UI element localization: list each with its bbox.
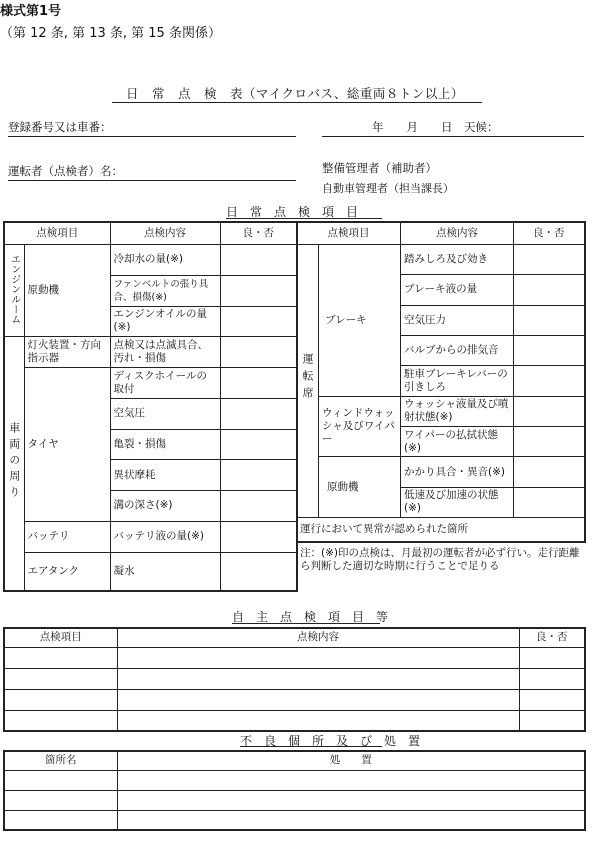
vehicle-around-label: 車両の周り <box>4 337 24 591</box>
input-cell[interactable] <box>117 770 585 790</box>
input-cell[interactable] <box>519 668 585 689</box>
result-cell[interactable] <box>220 552 297 591</box>
header-result: 良・否 <box>220 222 297 245</box>
result-cell[interactable] <box>220 491 297 522</box>
tire-item-5: 溝の深さ(※) <box>110 491 220 522</box>
input-cell[interactable] <box>4 810 117 830</box>
voluntary-header-content: 点検内容 <box>117 628 519 647</box>
tire-item-3: 亀裂・損傷 <box>110 429 220 460</box>
result-cell[interactable] <box>514 335 585 365</box>
brake-item-2: ブレーキ液の量 <box>401 275 514 305</box>
input-cell[interactable] <box>4 668 117 689</box>
title-underline <box>112 102 482 103</box>
input-cell[interactable] <box>4 689 117 710</box>
daily-left-table <box>3 221 298 592</box>
motor-item-3: エンジンオイルの量(※) <box>110 306 220 337</box>
header-content: 点検内容 <box>110 222 220 245</box>
driver-seat-label: 運転席 <box>297 244 319 517</box>
result-cell[interactable] <box>220 306 297 337</box>
driver-line <box>8 180 296 181</box>
registration-line <box>8 136 296 137</box>
abnormal-label: 運行において異常が認められた箇所 <box>297 518 585 542</box>
result-cell[interactable] <box>220 460 297 491</box>
voluntary-table <box>3 627 586 732</box>
input-cell[interactable] <box>519 689 585 710</box>
result-cell[interactable] <box>220 429 297 460</box>
washer-label: ウィンドウォッシャ及びワイパー <box>319 396 401 457</box>
motor-label: 原動機 <box>24 245 110 337</box>
weather-label: 天候： <box>464 120 499 134</box>
header-result: 良・否 <box>514 222 585 244</box>
defects-section-title: 不 良 個 所 及 び 処 置 <box>240 734 421 748</box>
input-cell[interactable] <box>117 710 519 731</box>
right-motor-item-1: かかり具合・異音(※) <box>401 457 514 487</box>
brake-item-3: 空気圧力 <box>401 305 514 335</box>
input-cell[interactable] <box>4 710 117 731</box>
result-cell[interactable] <box>514 487 585 517</box>
date-line <box>322 136 584 137</box>
maint-manager-label: 整備管理者（補助者） <box>322 161 437 175</box>
date-label: 年 月 日 <box>372 120 453 134</box>
right-motor-label: 原動機 <box>319 457 401 518</box>
result-cell[interactable] <box>220 521 297 552</box>
daily-right-table <box>296 221 586 543</box>
input-cell[interactable] <box>4 647 117 668</box>
motor-item-1: 冷却水の量(※) <box>110 245 220 276</box>
input-cell[interactable] <box>4 770 117 790</box>
header-content: 点検内容 <box>401 222 514 244</box>
input-cell[interactable] <box>117 810 585 830</box>
result-cell[interactable] <box>514 457 585 487</box>
result-cell[interactable] <box>514 275 585 305</box>
result-cell[interactable] <box>220 368 297 399</box>
input-cell[interactable] <box>117 647 519 668</box>
defects-table <box>3 750 586 831</box>
lights-content: 点検又は点滅具合、汚れ・損傷 <box>110 337 220 368</box>
tire-item-1: ディスクホイールの取付 <box>110 368 220 399</box>
result-cell[interactable] <box>514 427 585 457</box>
input-cell[interactable] <box>117 689 519 710</box>
result-cell[interactable] <box>514 305 585 335</box>
motor-item-2: ファンベルトの張り具合、損傷(※) <box>110 275 220 306</box>
input-cell[interactable] <box>117 668 519 689</box>
tire-item-2: 空気圧 <box>110 398 220 429</box>
result-cell[interactable] <box>514 396 585 426</box>
brake-item-5: 駐車ブレーキレバーの引きしろ <box>401 366 514 396</box>
engine-room-label: エンジンルーム <box>4 245 24 337</box>
voluntary-title-underline <box>232 623 380 624</box>
voluntary-header-item: 点検項目 <box>4 628 117 647</box>
header-item: 点検項目 <box>297 222 401 244</box>
battery-label: バッテリ <box>24 521 110 552</box>
input-cell[interactable] <box>117 790 585 810</box>
brake-item-1: 踏みしろ及び効き <box>401 244 514 274</box>
air-tank-content: 凝水 <box>110 552 220 591</box>
form-refs: （第 12 条, 第 13 条, 第 15 条関係） <box>0 26 221 41</box>
right-motor-item-2: 低速及び加速の状態(※) <box>401 487 514 517</box>
result-cell[interactable] <box>220 337 297 368</box>
result-cell[interactable] <box>220 245 297 276</box>
input-cell[interactable] <box>519 710 585 731</box>
tire-label: タイヤ <box>24 368 110 522</box>
washer-item-2: ワイパーの払拭状態(※) <box>401 427 514 457</box>
form-id: 様式第1号 <box>0 4 62 19</box>
brake-label: ブレーキ <box>319 244 401 396</box>
result-cell[interactable] <box>220 398 297 429</box>
driver-label: 運転者（点検者）名： <box>8 164 123 178</box>
daily-title-underline <box>226 218 382 219</box>
voluntary-section-title: 自 主 点 検 項 目 等 <box>232 610 389 624</box>
result-cell[interactable] <box>514 366 585 396</box>
note-text: 注：(※)印の点検は、月最初の運転者が必ず行い。走行距離ら判断した適切な時期に行うことで足りる <box>300 547 580 572</box>
battery-content: バッテリ液の量(※) <box>110 521 220 552</box>
vehicle-manager-label: 自動車管理者（担当課長） <box>322 182 454 195</box>
header-item: 点検項目 <box>4 222 110 245</box>
tire-item-4: 異状摩耗 <box>110 460 220 491</box>
daily-section-title: 日 常 点 検 項 目 <box>226 205 359 219</box>
washer-item-1: ウォッシャ液量及び噴射状態(※) <box>401 396 514 426</box>
page-title: 日 常 点 検 表（マイクロバス、総重両８トン以上） <box>126 86 464 101</box>
result-cell[interactable] <box>514 244 585 274</box>
input-cell[interactable] <box>519 647 585 668</box>
defects-title-underline <box>240 746 382 747</box>
input-cell[interactable] <box>4 790 117 810</box>
air-tank-label: エアタンク <box>24 552 110 591</box>
defects-header-action: 処 置 <box>117 751 585 770</box>
result-cell[interactable] <box>220 275 297 306</box>
defects-header-place: 箇所名 <box>4 751 117 770</box>
brake-item-4: バルブからの排気音 <box>401 335 514 365</box>
registration-label: 登録番号又は車番： <box>8 120 112 134</box>
voluntary-header-result: 良・否 <box>519 628 585 647</box>
lights-label: 灯火装置・方向指示器 <box>24 337 110 368</box>
